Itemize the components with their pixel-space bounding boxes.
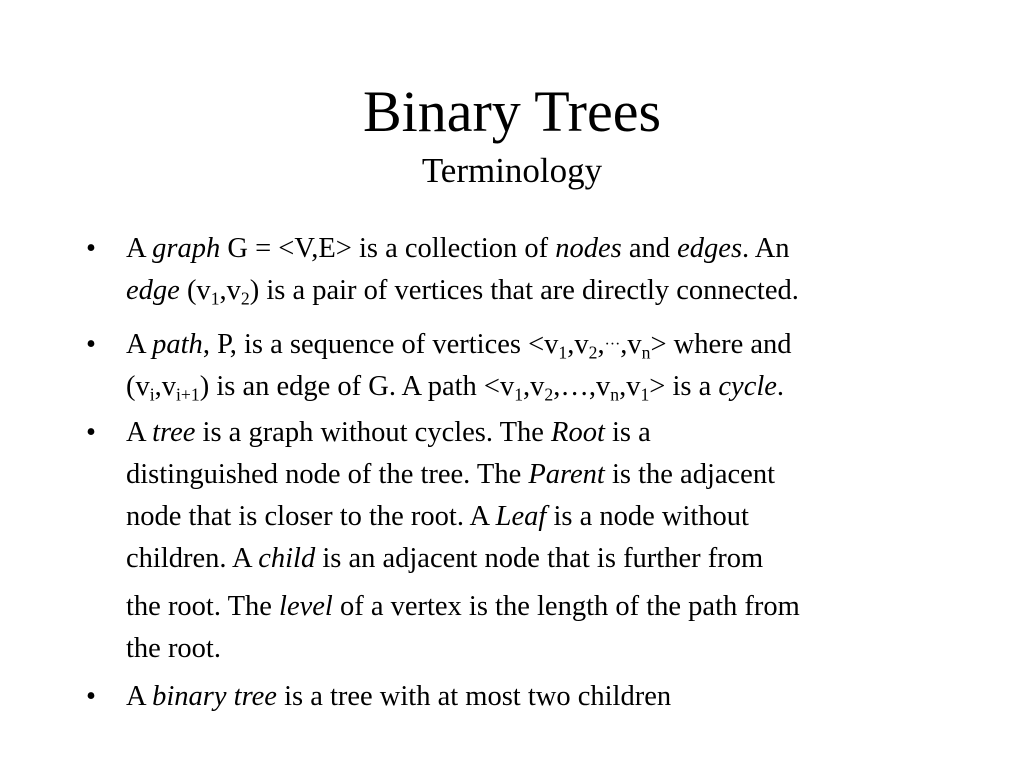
slide-title: Binary Trees [362,79,662,144]
subscript: 1 [210,288,220,309]
term-path: path [152,329,203,360]
text: is an adjacent node that is further from [315,543,764,574]
term-edge: edge [126,275,180,306]
term-binary-tree: binary tree [152,681,277,712]
subscript: n [641,342,651,363]
superscript-ellipsis: … [604,331,621,349]
bullet-line [126,228,966,270]
term-cycle: cycle [718,371,777,402]
text: . An [742,233,790,264]
bullet-binary-tree-definition [86,676,966,718]
subscript: 1 [558,342,568,363]
text: ,v [219,275,241,306]
term-leaf: Leaf [495,501,547,532]
text: ,v [567,329,589,360]
text: A [126,417,153,448]
bullet-line [126,324,966,366]
bullet-graph-definition [86,228,966,312]
text: , [597,329,605,360]
text: (v [179,275,211,306]
bullet-icon: • [86,417,96,448]
text: A [126,329,153,360]
bullet-icon: • [86,681,96,712]
subscript: i+1 [176,384,200,405]
bullet-icon: • [86,329,96,360]
subscript: 2 [240,288,250,309]
text: ,v [619,371,641,402]
term-root: Root [551,417,605,448]
subscript: i [149,384,155,405]
text: ) is an edge of G. A path <v [199,371,515,402]
term-graph: graph [152,233,221,264]
text: , P, is a sequence of vertices <v [202,329,559,360]
text: ) is a pair of vertices that are directly connected. [249,275,799,306]
term-parent: Parent [528,459,605,490]
text: the root. [126,633,221,664]
term-nodes: nodes [555,233,622,264]
bullet-tree-definition [86,412,966,670]
text: and [621,233,678,264]
bullet-path-definition [86,324,966,408]
text: is a [604,417,651,448]
text: is the adjacent [604,459,775,490]
bullet-line [126,366,966,408]
term-tree: tree [152,417,196,448]
subscript: 2 [544,384,554,405]
text: is a tree with at most two children [276,681,672,712]
subscript: 1 [514,384,524,405]
bullet-line [126,586,966,628]
text: G = <V,E> is a collection of [220,233,556,264]
text: is a graph without cycles. The [195,417,552,448]
text: the root. The [126,591,280,622]
text: . [776,371,785,402]
text: of a vertex is the length of the path from [332,591,800,622]
text: > where and [650,329,792,360]
bullet-line [126,412,966,454]
bullet-icon: • [86,233,96,264]
text: > is a [649,371,719,402]
term-edges: edges [677,233,743,264]
text: ,v [620,329,642,360]
text: ,v [523,371,545,402]
text: (v [126,371,150,402]
slide-subtitle: Terminology [421,151,603,190]
bullet-line [126,628,966,670]
text: A [126,233,153,264]
bullet-line [126,270,966,312]
text: A [126,681,153,712]
text: is a node without [546,501,749,532]
text: ,…,v [553,371,611,402]
term-child: child [258,543,316,574]
bullet-list [86,228,966,718]
bullet-line [126,454,966,496]
text: distinguished node of the tree. The [126,459,529,490]
text: children. A [126,543,259,574]
text: ,v [154,371,177,402]
bullet-line [126,496,966,538]
subscript: 1 [640,384,650,405]
subscript: 2 [588,342,598,363]
term-level: level [279,591,333,622]
bullet-line [126,538,966,580]
subscript: n [610,384,620,405]
bullet-line [126,676,966,718]
text: node that is closer to the root. A [126,501,496,532]
